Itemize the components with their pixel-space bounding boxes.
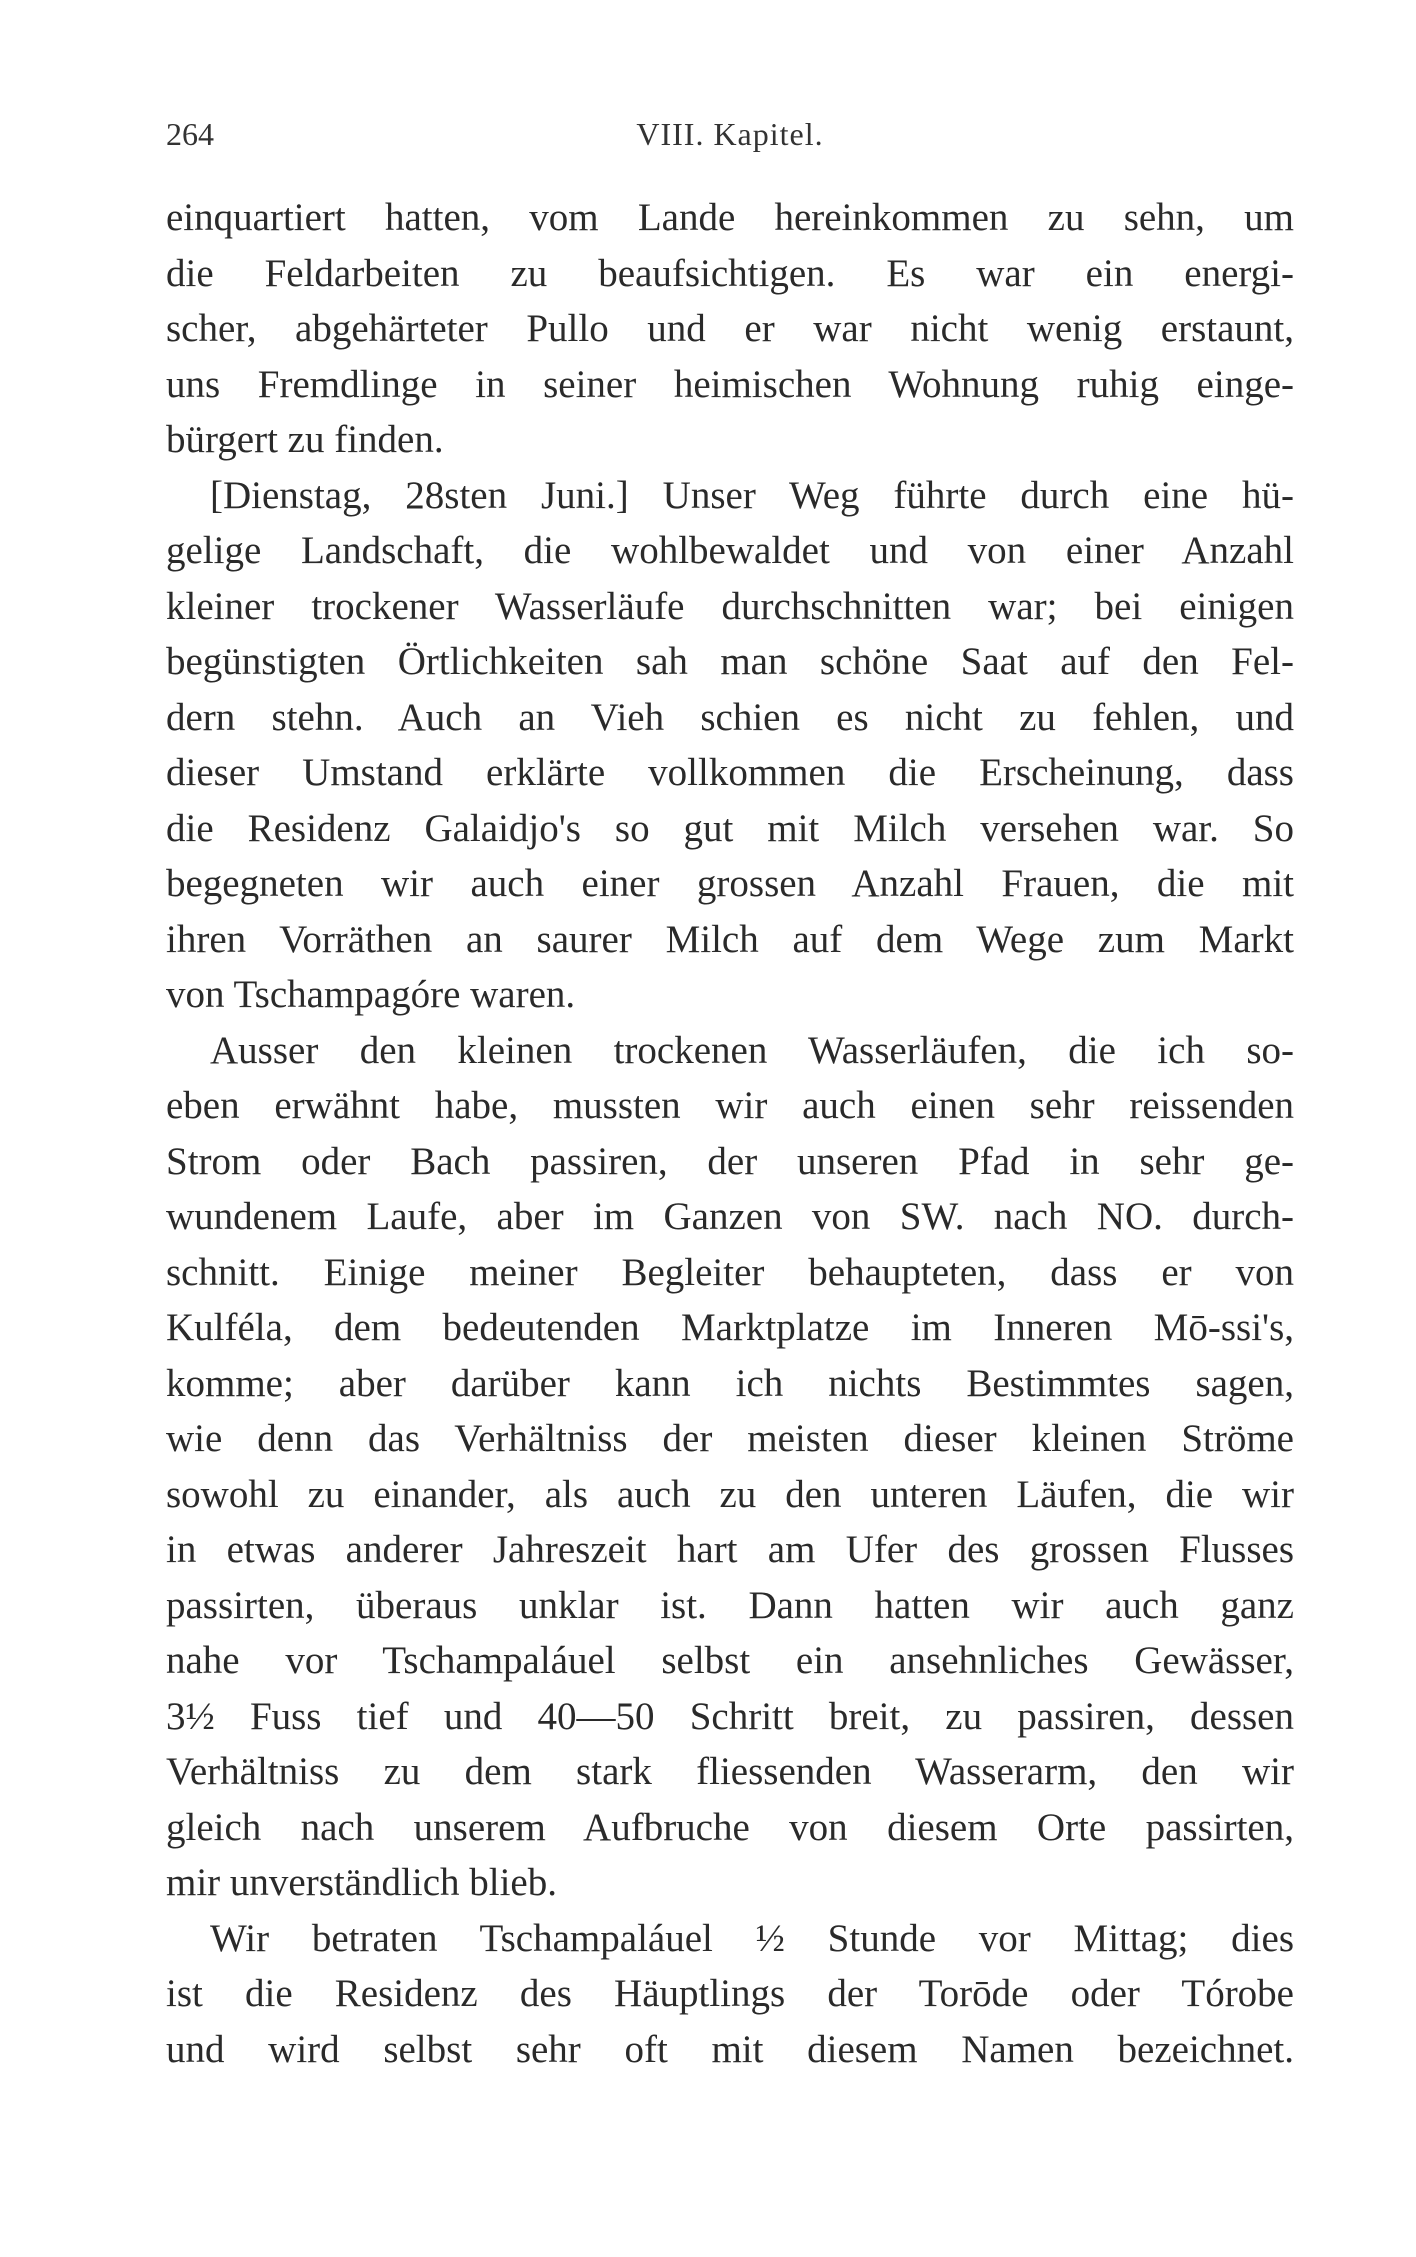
- text-line: Wir betraten Tschampaláuel ½ Stunde vor Mittag; dies: [210, 1916, 1294, 1960]
- text-line: ist die Residenz des Häuptlings der Torōde oder Tórobe: [166, 1972, 1294, 2015]
- text-line: dieser Umstand erklärte vollkommen die Erscheinung, dass: [166, 751, 1294, 794]
- text-line: uns Fremdlinge in seiner heimischen Wohnung ruhig einge-: [166, 362, 1294, 406]
- text-line: [Dienstag, 28sten Juni.] Unser Weg führte durch eine hü-: [210, 473, 1294, 517]
- text-line: kleiner trockener Wasserläufe durchschnitten war; bei einigen: [166, 584, 1294, 628]
- text-line: Verhältniss zu dem stark fliessenden Wasserarm, den wir: [166, 1750, 1294, 1793]
- text-line: begünstigten Örtlichkeiten sah man schöne Saat auf den Fel-: [166, 640, 1294, 683]
- text-line: Kulféla, dem bedeutenden Marktplatze im Inneren Mō-ssi's,: [166, 1306, 1294, 1349]
- text-line: bürgert zu finden.: [166, 418, 444, 461]
- text-line: scher, abgehärteter Pullo und er war nicht wenig erstaunt,: [166, 307, 1294, 350]
- body-text: [166, 190, 1294, 2077]
- text-line: von Tschampagóre waren.: [166, 973, 576, 1016]
- text-line: dern stehn. Auch an Vieh schien es nicht zu fehlen, und: [166, 695, 1294, 739]
- text-line: die Residenz Galaidjo's so gut mit Milch versehen war. So: [166, 806, 1294, 850]
- text-line: wie denn das Verhältniss der meisten dieser kleinen Ströme: [166, 1417, 1294, 1460]
- text-line: ihren Vorräthen an saurer Milch auf dem Wege zum Markt: [166, 917, 1294, 961]
- text-line: komme; aber darüber kann ich nichts Bestimmtes sagen,: [166, 1361, 1294, 1405]
- text-line: 3½ Fuss tief und 40—50 Schritt breit, zu passiren, dessen: [166, 1694, 1294, 1738]
- text-line: sowohl zu einander, als auch zu den unteren Läufen, die wir: [166, 1472, 1294, 1516]
- text-line: mir unverständlich blieb.: [166, 1861, 557, 1904]
- text-line: schnitt. Einige meiner Begleiter behaupteten, dass er von: [166, 1250, 1294, 1294]
- text-line: Strom oder Bach passiren, der unseren Pfad in sehr ge-: [166, 1139, 1294, 1183]
- running-head: VIII. Kapitel.: [636, 116, 824, 152]
- text-line: wundenem Laufe, aber im Ganzen von SW. nach NO. durch-: [166, 1195, 1294, 1238]
- text-line: einquartiert hatten, vom Lande hereinkommen zu sehn, um: [166, 196, 1294, 239]
- text-line: nahe vor Tschampaláuel selbst ein ansehnliches Gewässer,: [166, 1639, 1294, 1682]
- text-line: in etwas anderer Jahreszeit hart am Ufer des grossen Flusses: [166, 1528, 1294, 1571]
- text-line: gelige Landschaft, die wohlbewaldet und von einer Anzahl: [166, 529, 1294, 572]
- text-line: die Feldarbeiten zu beaufsichtigen. Es war ein energi-: [166, 251, 1294, 295]
- text-line: gleich nach unserem Aufbruche von diesem Orte passirten,: [166, 1805, 1294, 1849]
- text-line: eben erwähnt habe, mussten wir auch einen sehr reissenden: [166, 1084, 1294, 1127]
- page-header: [166, 116, 1294, 166]
- page-number: 264: [166, 116, 214, 152]
- text-line: passirten, überaus unklar ist. Dann hatten wir auch ganz: [166, 1583, 1294, 1627]
- text-line: begegneten wir auch einer grossen Anzahl Frauen, die mit: [166, 862, 1294, 905]
- text-line: und wird selbst sehr oft mit diesem Namen bezeichnet.: [166, 2027, 1294, 2071]
- text-line: Ausser den kleinen trockenen Wasserläufen, die ich so-: [210, 1028, 1294, 1072]
